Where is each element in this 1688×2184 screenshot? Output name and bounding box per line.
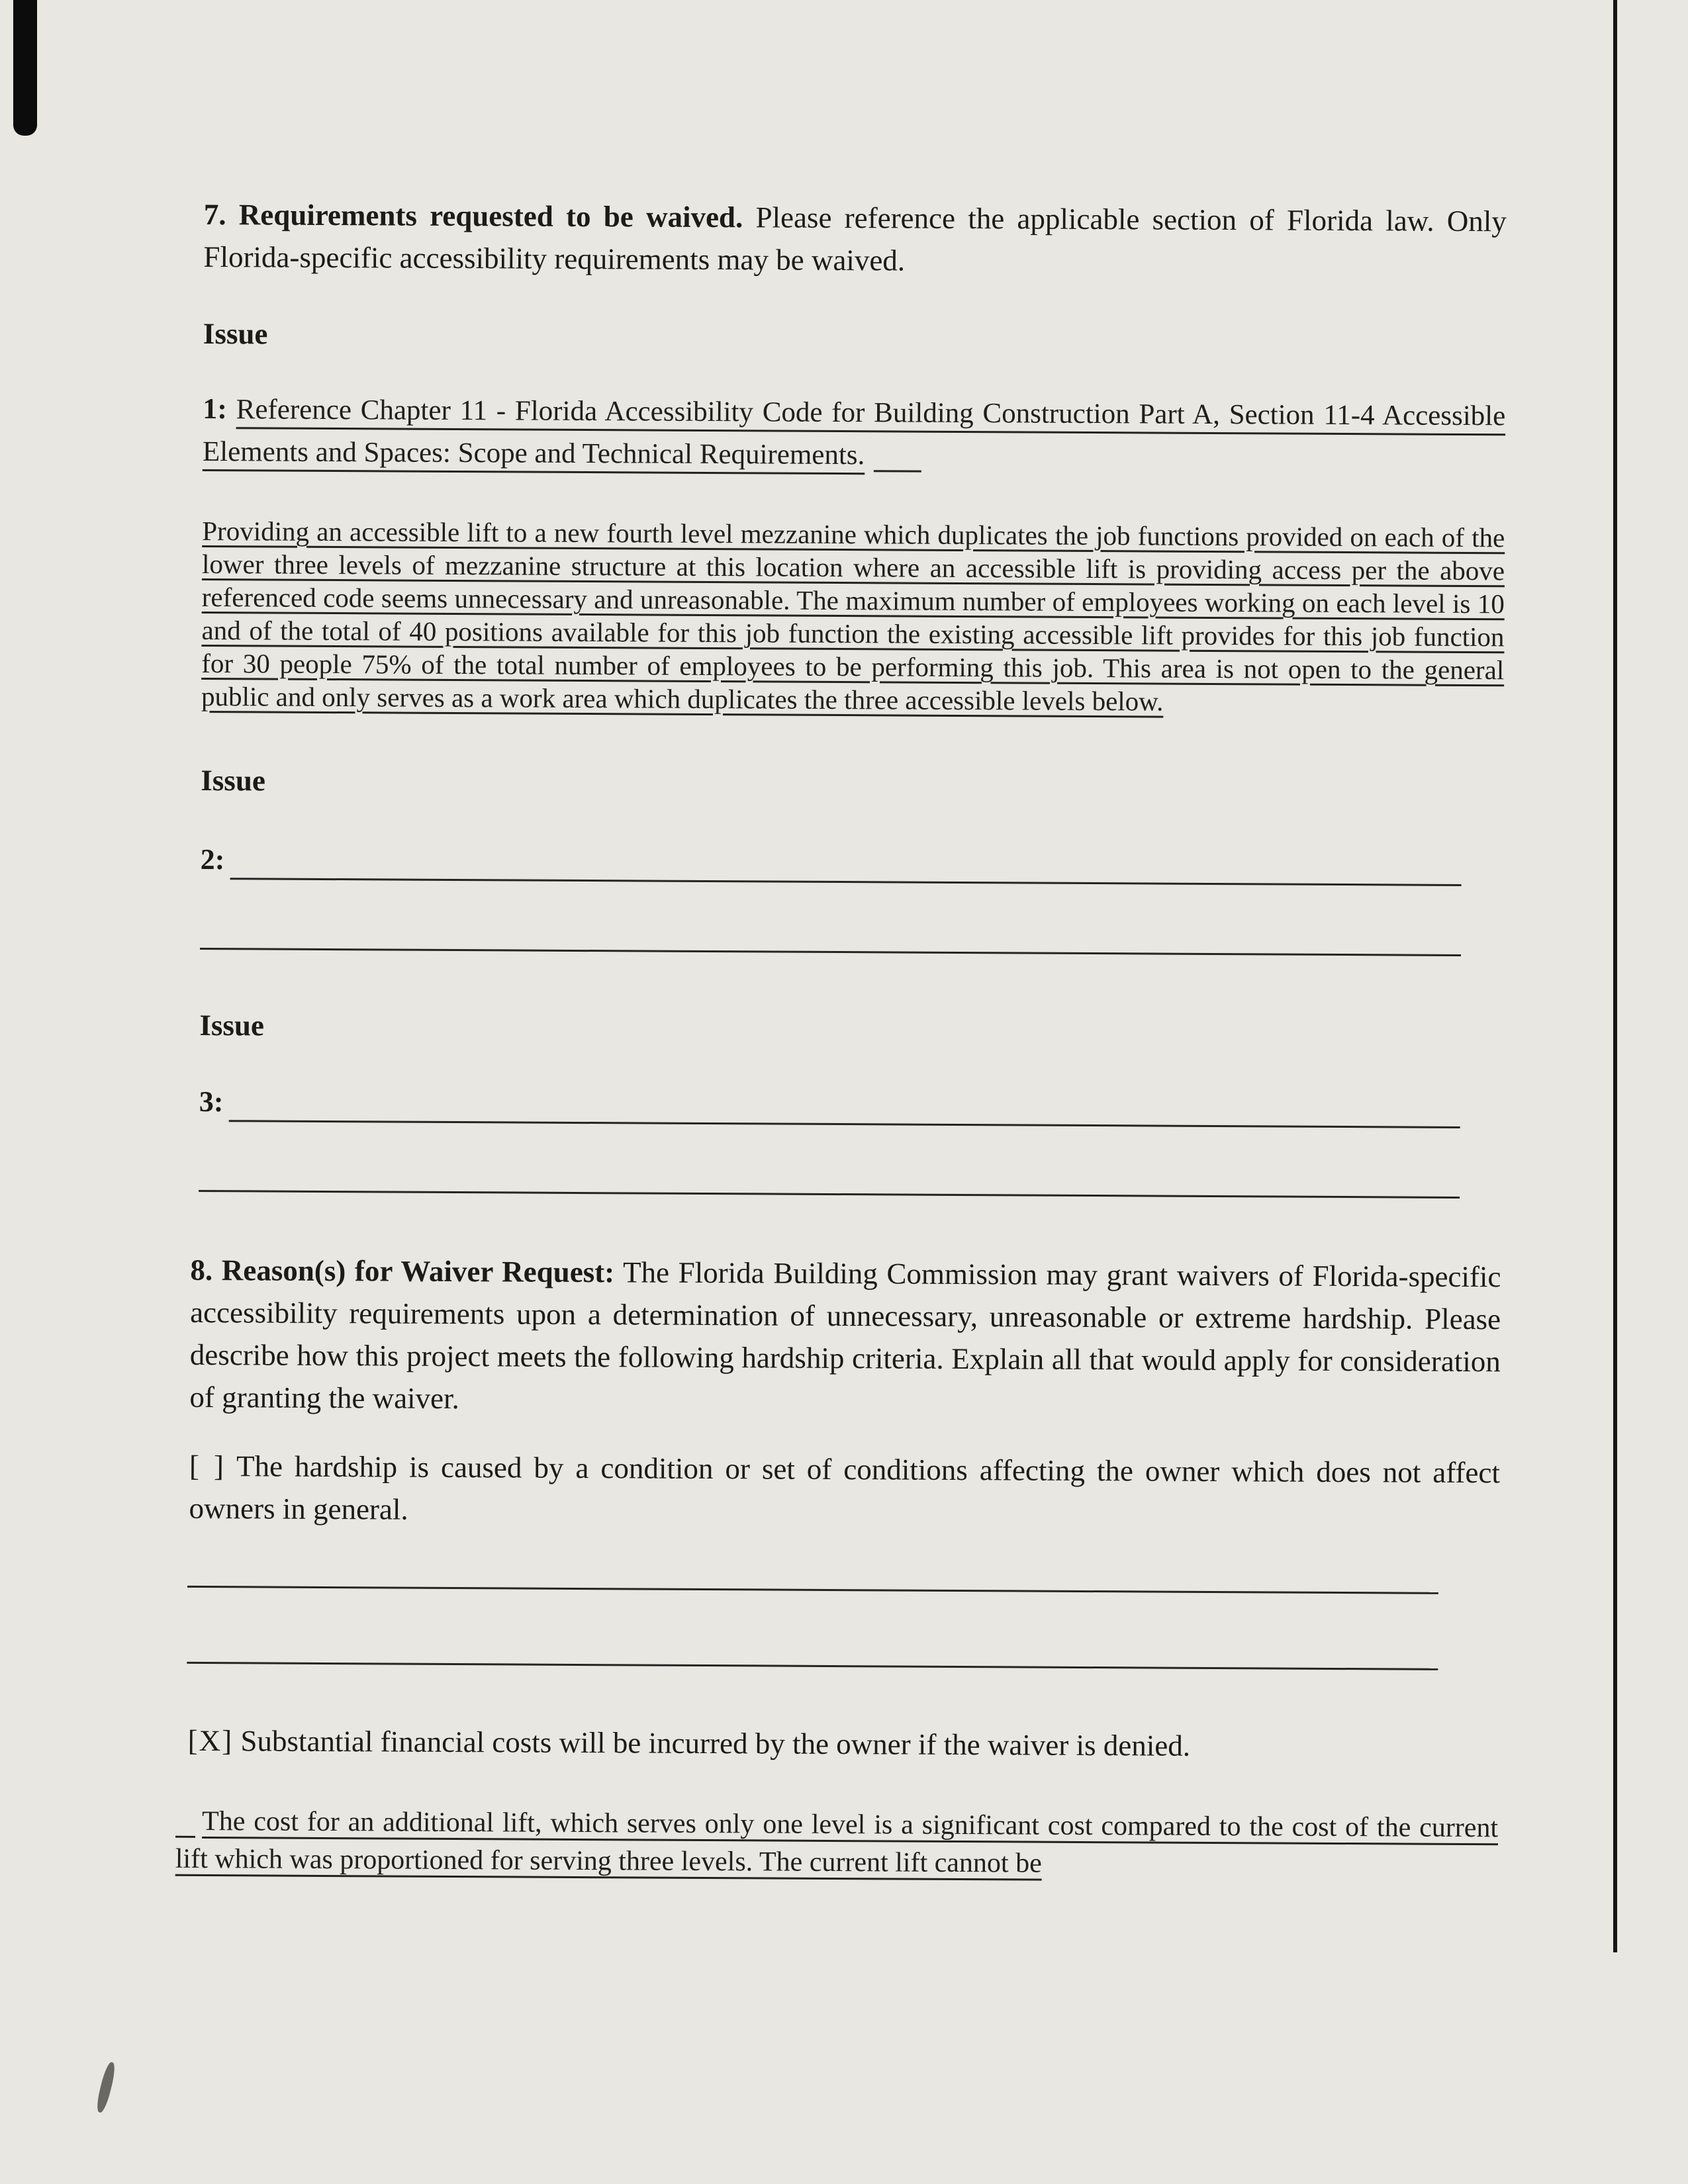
issue1-reference-underline-tail <box>874 448 921 473</box>
issue2-label: Issue <box>201 763 266 797</box>
scan-artifact-bottom-left <box>95 2061 117 2114</box>
issue1-reference <box>203 388 1506 480</box>
hardship-criterion-1 <box>189 1445 1500 1536</box>
issue2-number: 2: <box>200 842 225 876</box>
issue1-body-text: Providing an accessible lift to a new fourth level mezzanine which duplicates the job functions provided on each of the lower three levels of mezzanine structure at this location where an accessible lift is providing access per the above referenced code seems unnecessary and unreasonable. The maximum number of employees working on each level is 10 and of the total of 40 positions available for this job function the existing accessible lift provides for this job function for 30 people 75% of the total number of employees to be performing this job. This area is not open to the general public and only serves as a work area which duplicates the three accessible levels below. <box>201 515 1505 717</box>
issue1-body <box>201 514 1505 719</box>
issue2-answer-line-2 <box>200 948 1461 956</box>
criterion1-answer-line-1 <box>187 1586 1438 1594</box>
issue1-reference-text: Reference Chapter 11 - Florida Accessibility Code for Building Construction Part A, Section 11-4 Accessible Elements and Spaces: Scope and Technical Requirements. <box>202 394 1506 471</box>
criterion1-answer-line-2 <box>187 1662 1438 1670</box>
criterion2-answer <box>175 1803 1499 1885</box>
issue1-number: 1: <box>203 392 228 426</box>
section7-heading-text: Please reference the applicable section of Florida law. Only Florida-specific accessibility requirements may be waived. <box>203 201 1507 277</box>
form-content <box>175 193 1507 1885</box>
issue2-answer-line-1 <box>230 878 1461 886</box>
section8-heading <box>189 1249 1501 1425</box>
issue3-answer-row <box>199 1085 1460 1134</box>
criterion2-answer-text: The cost for an additional lift, which serves only one level is a significant cost compared to the cost of the current lift which was proportioned for serving three levels. The current lift cannot be <box>175 1806 1499 1879</box>
issue3-answer-line-2 <box>199 1190 1460 1199</box>
scan-artifact-top-left <box>13 0 37 136</box>
section8-heading-bold: 8. Reason(s) for Waiver Request: <box>190 1253 615 1289</box>
scan-artifact-right-edge-line <box>1613 0 1617 1952</box>
criterion1-label: The hardship is caused by a condition or set of conditions affecting the owner which does not affect owners in general. <box>189 1449 1501 1526</box>
section8-heading-text: The Florida Building Commission may grant waivers of Florida-specific accessibility requirements upon a determination of unnecessary, unreasonable or extreme hardship. Please describe how this project meets the following hardship criteria. Explain all that would apply for consideration of granting the waiver. <box>189 1255 1501 1416</box>
issue1-label: Issue <box>203 316 268 351</box>
issue3-label: Issue <box>199 1008 265 1042</box>
issue2-answer-row <box>201 842 1462 891</box>
issue3-number: 3: <box>199 1085 224 1118</box>
checkbox-unchecked: [ ] <box>189 1449 226 1483</box>
section7-heading <box>203 193 1507 285</box>
criterion2-label: Substantial financial costs will be incurred by the owner if the waiver is denied. <box>240 1724 1191 1762</box>
criterion2-answer-leading-underline <box>175 1814 195 1838</box>
hardship-criterion-2 <box>188 1719 1499 1768</box>
issue3-answer-line-1 <box>228 1120 1460 1128</box>
section7-heading-bold: 7. Requirements requested to be waived. <box>203 197 743 234</box>
checkbox-checked: [X] <box>187 1723 234 1758</box>
